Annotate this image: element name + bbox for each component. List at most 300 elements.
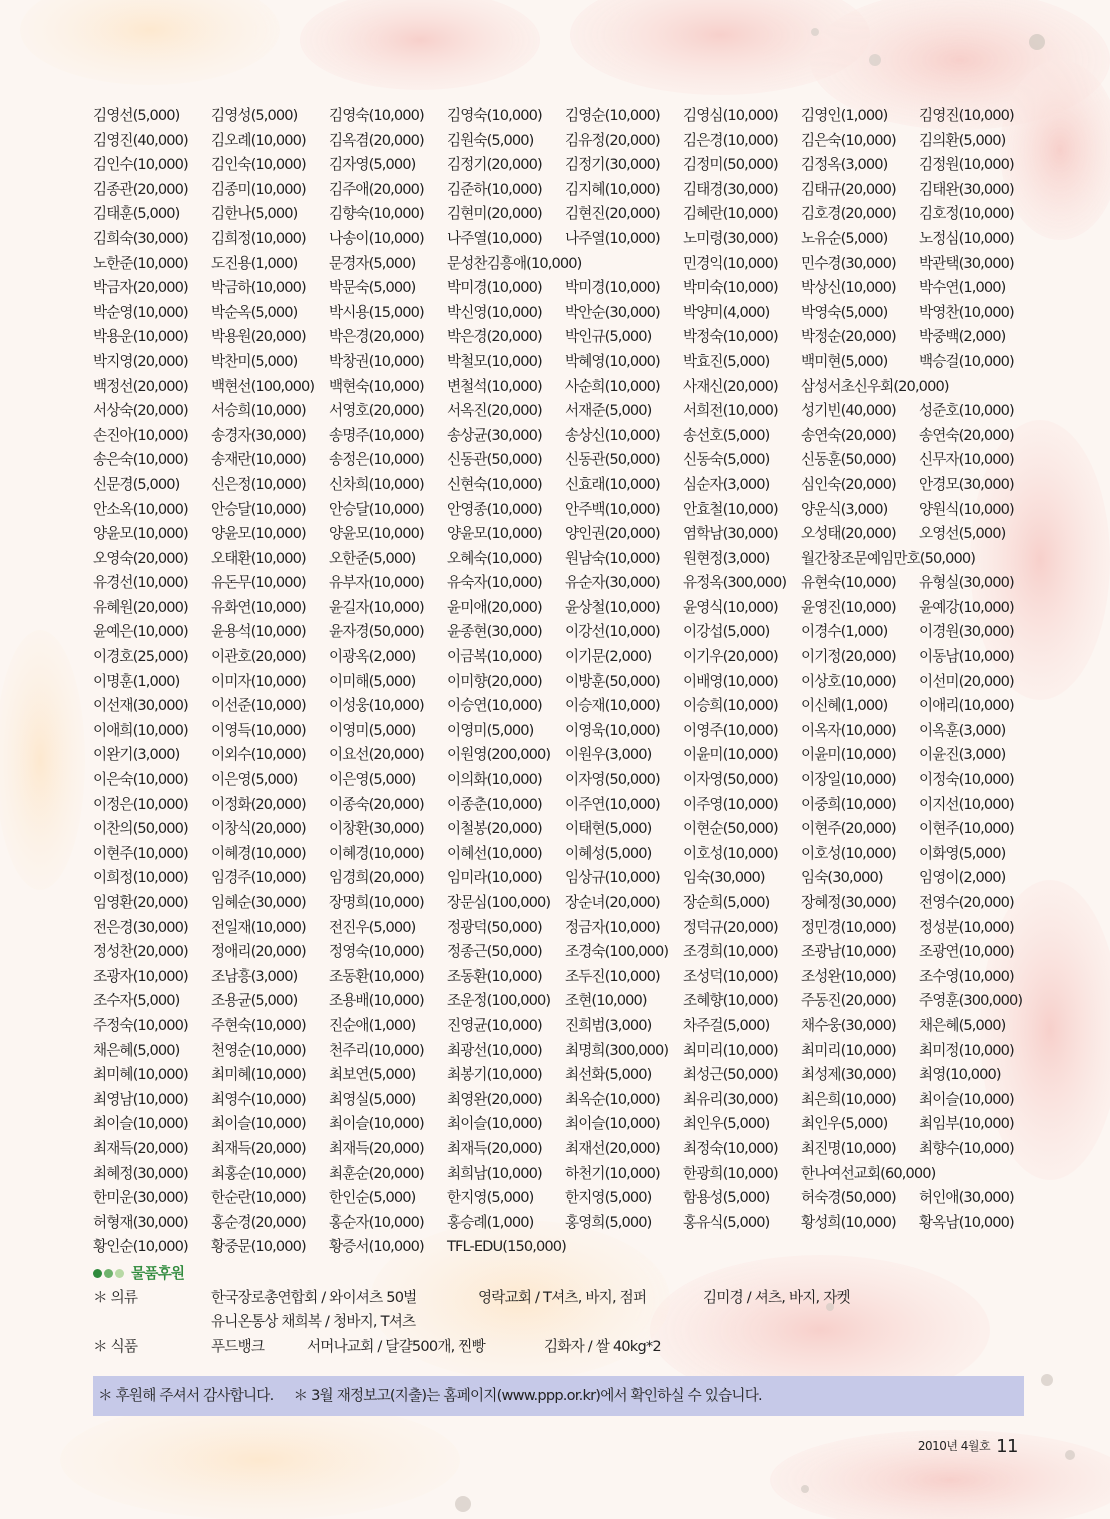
donor-entry: 허형재(30,000) bbox=[93, 1213, 188, 1231]
donor-entry: 안영종(10,000) bbox=[447, 500, 542, 518]
dot-icon bbox=[115, 1269, 124, 1278]
donor-entry: 조두진(10,000) bbox=[565, 967, 660, 985]
donor-entry: 이자영(50,000) bbox=[565, 771, 660, 789]
donor-entry: 최이슬(10,000) bbox=[919, 1090, 1014, 1108]
donor-entry: 윤미애(20,000) bbox=[447, 598, 542, 616]
donor-entry: 진영균(10,000) bbox=[447, 1016, 542, 1034]
donor-entry: 이기우(20,000) bbox=[683, 648, 778, 666]
donor-entry: 박미경(10,000) bbox=[565, 279, 660, 297]
donor-entry: 변철석(10,000) bbox=[447, 377, 542, 395]
donor-entry: 최봉기(10,000) bbox=[447, 1066, 542, 1084]
donor-entry: 이은숙(10,000) bbox=[93, 771, 188, 789]
donor-entry: 황증서(10,000) bbox=[329, 1238, 424, 1256]
donor-entry: 이명훈(1,000) bbox=[93, 672, 180, 690]
donor-entry: 박용원(20,000) bbox=[211, 328, 306, 346]
donor-entry: 윤상철(10,000) bbox=[565, 598, 660, 616]
donor-entry: 김태규(20,000) bbox=[801, 180, 896, 198]
donor-entry: 오혜숙(10,000) bbox=[447, 549, 542, 567]
donor-entry: 성기빈(40,000) bbox=[801, 402, 896, 420]
donor-entry: 황인순(10,000) bbox=[93, 1238, 188, 1256]
donor-entry: 안주백(10,000) bbox=[565, 500, 660, 518]
donor-entry: 송연숙(20,000) bbox=[919, 426, 1014, 444]
donor-entry: 최이슬(10,000) bbox=[565, 1115, 660, 1133]
donor-entry: 이종춘(10,000) bbox=[447, 795, 542, 813]
donor-entry: 이윤진(3,000) bbox=[919, 746, 1006, 764]
clothing-donation: 김미경 / 셔츠, 바지, 자켓 bbox=[703, 1289, 850, 1306]
donor-entry: 박수연(1,000) bbox=[919, 279, 1006, 297]
donor-entry: 최이슬(10,000) bbox=[93, 1115, 188, 1133]
donor-entry: 이애희(10,000) bbox=[93, 721, 188, 739]
donor-entry: 김영순(10,000) bbox=[565, 107, 660, 124]
donor-entry: 김준하(10,000) bbox=[447, 180, 542, 198]
donor-entry: 임경희(20,000) bbox=[329, 869, 424, 887]
donor-entry: 신동훈(50,000) bbox=[801, 451, 896, 469]
donor-entry: 윤예은(10,000) bbox=[93, 623, 188, 641]
donor-entry: 이옥자(10,000) bbox=[801, 721, 896, 739]
dot-icon bbox=[93, 1269, 102, 1278]
donor-entry: 안효철(10,000) bbox=[683, 500, 778, 518]
donor-entry: 양윤모(10,000) bbox=[93, 525, 188, 543]
donor-entry: 박영숙(5,000) bbox=[801, 303, 888, 321]
donor-entry: 이주영(10,000) bbox=[683, 795, 778, 813]
donor-entry: 함용성(5,000) bbox=[683, 1189, 770, 1207]
donor-entry: 민수경(30,000) bbox=[801, 254, 896, 272]
donor-entry: 최성제(30,000) bbox=[801, 1066, 896, 1084]
donor-entry: 송명주(10,000) bbox=[329, 426, 424, 444]
donor-entry: 김인수(10,000) bbox=[93, 156, 188, 174]
donor-entry: 이성웅(10,000) bbox=[329, 697, 424, 715]
donor-entry: 정민경(10,000) bbox=[801, 918, 896, 936]
donor-entry: 이상호(10,000) bbox=[801, 672, 896, 690]
donor-entry: 이경호(25,000) bbox=[93, 648, 188, 666]
donor-entry: 박중백(2,000) bbox=[919, 328, 1006, 346]
donor-entry: 서영호(20,000) bbox=[329, 402, 424, 420]
donor-entry: 이자영(50,000) bbox=[683, 771, 778, 789]
donor-entry: 이현주(20,000) bbox=[801, 820, 896, 838]
donor-entry: 이희정(10,000) bbox=[93, 869, 188, 887]
donor-entry: 안경모(30,000) bbox=[919, 475, 1014, 493]
donor-entry: 윤자경(50,000) bbox=[329, 623, 424, 641]
donor-entry: 최영실(5,000) bbox=[329, 1090, 416, 1108]
donor-entry: 이선미(20,000) bbox=[919, 672, 1014, 690]
donor-entry: 김희정(10,000) bbox=[211, 229, 306, 247]
donor-entry: 조혜향(10,000) bbox=[683, 992, 778, 1010]
donor-entry: 유혜원(20,000) bbox=[93, 598, 188, 616]
donor-entry: 박미숙(10,000) bbox=[683, 279, 778, 297]
donor-entry: 정종근(50,000) bbox=[447, 943, 542, 961]
donor-entry: 이영미(5,000) bbox=[329, 721, 416, 739]
donor-entry: 이주연(10,000) bbox=[565, 795, 660, 813]
donor-entry: 이혜경(10,000) bbox=[211, 844, 306, 862]
donor-entry: 임영이(2,000) bbox=[919, 869, 1006, 887]
donor-entry: 유화연(10,000) bbox=[211, 598, 306, 616]
donor-entry: 노정심(10,000) bbox=[919, 229, 1014, 247]
donor-entry: 이철봉(20,000) bbox=[447, 820, 542, 838]
donor-entry: 정덕규(20,000) bbox=[683, 918, 778, 936]
donor-entry: 윤길자(10,000) bbox=[329, 598, 424, 616]
donor-entry: 서승희(10,000) bbox=[211, 402, 306, 420]
donor-entry: 김한나(5,000) bbox=[211, 205, 298, 223]
donor-entry: 이찬의(50,000) bbox=[93, 820, 188, 838]
donor-entry: 전진우(5,000) bbox=[329, 918, 416, 936]
donor-entry: 이현주(10,000) bbox=[919, 820, 1014, 838]
donor-entry: 김지혜(10,000) bbox=[565, 180, 660, 198]
donor-entry: 김정옥(3,000) bbox=[801, 156, 888, 174]
donor-entry: 이선준(10,000) bbox=[211, 697, 306, 715]
donor-entry: 이기정(20,000) bbox=[801, 648, 896, 666]
donor-entry: 장순녀(20,000) bbox=[565, 894, 660, 911]
donor-entry: 조현(10,000) bbox=[565, 992, 647, 1010]
donor-entry: 신문경(5,000) bbox=[93, 475, 180, 493]
donor-entry: 이요선(20,000) bbox=[329, 746, 424, 764]
donor-entry: 이호성(10,000) bbox=[683, 844, 778, 862]
donor-entry: 김정원(10,000) bbox=[919, 156, 1014, 174]
donor-entry: 최인우(5,000) bbox=[801, 1115, 888, 1133]
thanks-text: ＊ 후원해 주셔서 감사합니다. bbox=[98, 1387, 274, 1404]
donor-entry: 신동관(50,000) bbox=[447, 451, 542, 469]
donor-entry: 정성분(10,000) bbox=[919, 918, 1014, 936]
donor-entry: 오태환(10,000) bbox=[211, 549, 306, 567]
donor-entry: 박은경(20,000) bbox=[447, 328, 542, 346]
donor-entry: 황옥남(10,000) bbox=[919, 1213, 1014, 1231]
clothing-donation: 영락교회 / T셔츠, 바지, 점퍼 bbox=[478, 1289, 647, 1306]
donor-entry: 심순자(3,000) bbox=[683, 475, 770, 493]
donor-entry: 김인숙(10,000) bbox=[211, 156, 306, 174]
donor-entry: 홍순경(20,000) bbox=[211, 1213, 306, 1231]
donor-entry: 박은경(20,000) bbox=[329, 328, 424, 346]
donor-entry: 박금하(10,000) bbox=[211, 279, 306, 297]
donor-entry: 정영숙(10,000) bbox=[329, 943, 424, 961]
donor-entry: 박순영(10,000) bbox=[93, 303, 188, 321]
donor-entry: 임경주(10,000) bbox=[211, 869, 306, 887]
donor-entry: 박지영(20,000) bbox=[93, 352, 188, 370]
donor-entry: 김유정(20,000) bbox=[565, 131, 660, 149]
donor-entry: 나주열(10,000) bbox=[565, 229, 660, 247]
donor-entry: 신차희(10,000) bbox=[329, 475, 424, 493]
donor-entry: 이은영(5,000) bbox=[329, 771, 416, 789]
donor-entry: 허인애(30,000) bbox=[919, 1189, 1014, 1207]
donor-entry: 윤예강(10,000) bbox=[919, 598, 1014, 616]
donor-entry: 사순희(10,000) bbox=[565, 377, 660, 395]
donor-entry: 양인권(20,000) bbox=[565, 525, 660, 543]
donor-entry: 이영주(10,000) bbox=[683, 721, 778, 739]
donor-entry: 이경수(1,000) bbox=[801, 623, 888, 641]
donor-entry: 한인순(5,000) bbox=[329, 1189, 416, 1207]
donor-entry: 최영수(10,000) bbox=[211, 1090, 306, 1108]
donor-entry: 조경희(10,000) bbox=[683, 943, 778, 961]
donor-entry: 송은숙(10,000) bbox=[93, 451, 188, 469]
donor-entry: 이광옥(2,000) bbox=[329, 648, 416, 666]
donor-entry: 이미해(5,000) bbox=[329, 672, 416, 690]
donor-entry: 이영득(10,000) bbox=[211, 721, 306, 739]
donor-entry: 이창환(30,000) bbox=[329, 820, 424, 838]
donor-entry: 김영인(1,000) bbox=[801, 107, 888, 124]
donor-entry: 최보연(5,000) bbox=[329, 1066, 416, 1084]
donor-entry: 신무자(10,000) bbox=[919, 451, 1014, 469]
donor-entry: 김영선(5,000) bbox=[93, 107, 180, 124]
donor-entry: 서희전(10,000) bbox=[683, 402, 778, 420]
donor-entry: 이관호(20,000) bbox=[211, 648, 306, 666]
donor-entry: 양운식(3,000) bbox=[801, 500, 888, 518]
donor-entry: 박찬미(5,000) bbox=[211, 352, 298, 370]
donor-entry: 신은정(10,000) bbox=[211, 475, 306, 493]
donor-entry: 최은희(10,000) bbox=[801, 1090, 896, 1108]
donor-entry: 유형실(30,000) bbox=[919, 574, 1014, 592]
donor-entry: 장혜정(30,000) bbox=[801, 894, 896, 911]
donor-entry: 조수자(5,000) bbox=[93, 992, 180, 1010]
donor-entry: 최정숙(10,000) bbox=[683, 1139, 778, 1157]
donor-entry: 최미리(10,000) bbox=[801, 1041, 896, 1059]
donor-entry: 최재득(20,000) bbox=[211, 1139, 306, 1157]
donor-entry: 신동숙(5,000) bbox=[683, 451, 770, 469]
donor-entry: 송선호(5,000) bbox=[683, 426, 770, 444]
donor-entry: 윤영진(10,000) bbox=[801, 598, 896, 616]
donor-entry: 최옥순(10,000) bbox=[565, 1090, 660, 1108]
financial-report-text: ＊ 3월 재정보고(지출)는 홈페이지(www.ppp.or.kr)에서 확인하실 수 있습니다. bbox=[293, 1387, 762, 1404]
donor-entry: 오영선(5,000) bbox=[919, 525, 1006, 543]
donor-entry: 이화영(5,000) bbox=[919, 844, 1006, 862]
donor-entry: 장명희(10,000) bbox=[329, 894, 424, 911]
donor-entry: 이신혜(1,000) bbox=[801, 697, 888, 715]
donor-entry: 정성찬(20,000) bbox=[93, 943, 188, 961]
donor-entry: 이현주(10,000) bbox=[93, 844, 188, 862]
donor-entry: 유돈무(10,000) bbox=[211, 574, 306, 592]
donor-entry: 박효진(5,000) bbox=[683, 352, 770, 370]
donor-entry: 김태완(30,000) bbox=[919, 180, 1014, 198]
donor-entry: 이창식(20,000) bbox=[211, 820, 306, 838]
donor-entry: 최진명(10,000) bbox=[801, 1139, 896, 1157]
donor-entry: 채수웅(30,000) bbox=[801, 1016, 896, 1034]
donor-entry: 최유리(30,000) bbox=[683, 1090, 778, 1108]
page-footer bbox=[918, 1436, 1018, 1457]
donor-entry: 조광자(10,000) bbox=[93, 967, 188, 985]
clothing-donation: 유니온통상 채희복 / 청바지, T셔츠 bbox=[211, 1313, 416, 1330]
donor-entry: 김정기(20,000) bbox=[447, 156, 542, 174]
donor-entry: 조동환(10,000) bbox=[329, 967, 424, 985]
donor-entry: 조경숙(100,000) bbox=[565, 943, 669, 961]
donor-entry: 조동환(10,000) bbox=[447, 967, 542, 985]
donor-entry: 삼성서초신우회(20,000) bbox=[801, 377, 949, 395]
donor-entry: 김현진(20,000) bbox=[565, 205, 660, 223]
donor-entry: 도진용(1,000) bbox=[211, 254, 298, 272]
donor-entry: 나송이(10,000) bbox=[329, 229, 424, 247]
dot-icon bbox=[104, 1269, 113, 1278]
donor-entry: 최미혜(10,000) bbox=[211, 1066, 306, 1084]
donor-entry: 송상신(10,000) bbox=[565, 426, 660, 444]
donor-entry: 임혜순(30,000) bbox=[211, 894, 306, 911]
donor-entry: 박관택(30,000) bbox=[919, 254, 1014, 272]
donor-entry: 송재란(10,000) bbox=[211, 451, 306, 469]
issue-label: 2010년 4월호 bbox=[917, 1439, 991, 1453]
donor-entry: 노미령(30,000) bbox=[683, 229, 778, 247]
donor-entry: 최홍순(10,000) bbox=[211, 1164, 306, 1182]
donor-entry: 박시용(15,000) bbox=[329, 303, 424, 321]
donor-entry: 조용배(10,000) bbox=[329, 992, 424, 1010]
donor-entry: 주영훈(300,000) bbox=[919, 992, 1023, 1010]
donor-entry: 이옥훈(3,000) bbox=[919, 721, 1006, 739]
donor-entry: 박영찬(10,000) bbox=[919, 303, 1014, 321]
donor-entry: 이강선(10,000) bbox=[565, 623, 660, 641]
donor-entry: 신효래(10,000) bbox=[565, 475, 660, 493]
donor-entry: 성준호(10,000) bbox=[919, 402, 1014, 420]
donor-entry: 한지영(5,000) bbox=[447, 1189, 534, 1207]
donor-entry: 김혜란(10,000) bbox=[683, 205, 778, 223]
donor-entry: 조광연(10,000) bbox=[919, 943, 1014, 961]
donor-entry: 김호정(10,000) bbox=[919, 205, 1014, 223]
donor-entry: 이애리(10,000) bbox=[919, 697, 1014, 715]
donor-entry: 이미향(20,000) bbox=[447, 672, 542, 690]
donor-entry: 최인우(5,000) bbox=[683, 1115, 770, 1133]
donor-entry: 이배영(10,000) bbox=[683, 672, 778, 690]
donor-entry: 진순애(1,000) bbox=[329, 1016, 416, 1034]
donor-entry: 이혜성(5,000) bbox=[565, 844, 652, 862]
clothing-label: ＊ 의류 bbox=[93, 1289, 138, 1306]
donor-entry: 유현숙(10,000) bbox=[801, 574, 896, 592]
donor-entry: 노유순(5,000) bbox=[801, 229, 888, 247]
donor-entry: 노한준(10,000) bbox=[93, 254, 188, 272]
donor-entry: 이방훈(50,000) bbox=[565, 672, 660, 690]
donor-entry: 차주걸(5,000) bbox=[683, 1016, 770, 1034]
donor-entry: 민경익(10,000) bbox=[683, 254, 778, 272]
donor-entry: 오영숙(20,000) bbox=[93, 549, 188, 567]
donor-entry: 이완기(3,000) bbox=[93, 746, 180, 764]
donor-entry: 조용균(5,000) bbox=[211, 992, 298, 1010]
donor-entry: 유부자(10,000) bbox=[329, 574, 424, 592]
donor-entry: 백미현(5,000) bbox=[801, 352, 888, 370]
donor-entry: 임숙(30,000) bbox=[683, 869, 765, 887]
donor-entry: 안승달(10,000) bbox=[329, 500, 424, 518]
donor-entry: 백현숙(10,000) bbox=[329, 377, 424, 395]
donor-entry: 서옥진(20,000) bbox=[447, 402, 542, 420]
food-donation: 서머나교회 / 달걀500개, 찐빵 bbox=[307, 1338, 485, 1355]
donor-entry: 월간창조문예임만호(50,000) bbox=[801, 549, 976, 567]
donor-entry: 박인규(5,000) bbox=[565, 328, 652, 346]
donor-entry: 장순희(5,000) bbox=[683, 894, 770, 911]
donor-entry: 조남흥(3,000) bbox=[211, 967, 298, 985]
donor-entry: 홍영희(5,000) bbox=[565, 1213, 652, 1231]
donor-entry: 홍유식(5,000) bbox=[683, 1213, 770, 1231]
notice-banner bbox=[93, 1376, 1024, 1416]
donor-entry: 유정옥(300,000) bbox=[683, 574, 787, 592]
donor-entry: 김은숙(10,000) bbox=[801, 131, 896, 149]
donor-entry: 김현미(20,000) bbox=[447, 205, 542, 223]
donor-entry: 이외수(10,000) bbox=[211, 746, 306, 764]
donor-entry: 최영완(20,000) bbox=[447, 1090, 542, 1108]
donor-entry: 윤용석(10,000) bbox=[211, 623, 306, 641]
donor-entry: 최훈순(20,000) bbox=[329, 1164, 424, 1182]
donor-entry: 이원우(3,000) bbox=[565, 746, 652, 764]
page-number: 11 bbox=[996, 1436, 1018, 1457]
donor-entry: 이호성(10,000) bbox=[801, 844, 896, 862]
donor-entry: 이미자(10,000) bbox=[211, 672, 306, 690]
donor-entry: 이정은(10,000) bbox=[93, 795, 188, 813]
donor-entry: 오한준(5,000) bbox=[329, 549, 416, 567]
donor-entry: 김정미(50,000) bbox=[683, 156, 778, 174]
donor-entry: 김영성(5,000) bbox=[211, 107, 298, 124]
donor-entry: 최미정(10,000) bbox=[919, 1041, 1014, 1059]
donor-entry: 김태경(30,000) bbox=[683, 180, 778, 198]
donor-entry: 조성완(10,000) bbox=[801, 967, 896, 985]
donor-entry: 김정기(30,000) bbox=[565, 156, 660, 174]
donor-entry: 이지선(10,000) bbox=[919, 795, 1014, 813]
donor-entry: 문성찬김흥애(10,000) bbox=[447, 254, 582, 272]
donor-entry: 최미리(10,000) bbox=[683, 1041, 778, 1059]
donor-entry: 한미운(30,000) bbox=[93, 1189, 188, 1207]
donor-entry: 황성희(10,000) bbox=[801, 1213, 896, 1231]
donor-entry: 박신영(10,000) bbox=[447, 303, 542, 321]
donor-entry: 최임부(10,000) bbox=[919, 1115, 1014, 1133]
donor-entry: 이태현(5,000) bbox=[565, 820, 652, 838]
donor-entry: 조광남(10,000) bbox=[801, 943, 896, 961]
donor-entry: 이원영(200,000) bbox=[447, 746, 551, 764]
donor-entry: 신동관(50,000) bbox=[565, 451, 660, 469]
donor-entry: 박문숙(5,000) bbox=[329, 279, 416, 297]
donor-entry: 김영진(40,000) bbox=[93, 131, 188, 149]
donor-entry: 유경선(10,000) bbox=[93, 574, 188, 592]
donor-entry: 이의화(10,000) bbox=[447, 771, 542, 789]
donor-entry: 박혜영(10,000) bbox=[565, 352, 660, 370]
donor-entry: 최이슬(10,000) bbox=[211, 1115, 306, 1133]
donor-entry: 채은혜(5,000) bbox=[93, 1041, 180, 1059]
donor-entry: 양윤모(10,000) bbox=[447, 525, 542, 543]
donor-entry: 이승희(10,000) bbox=[683, 697, 778, 715]
donor-entry: 이윤미(10,000) bbox=[801, 746, 896, 764]
donor-entry: 박철모(10,000) bbox=[447, 352, 542, 370]
donor-entry: 문경자(5,000) bbox=[329, 254, 416, 272]
donor-entry: 이윤미(10,000) bbox=[683, 746, 778, 764]
donor-entry: 김원숙(5,000) bbox=[447, 131, 534, 149]
donor-entry: 이혜선(10,000) bbox=[447, 844, 542, 862]
donor-entry: 이영욱(10,000) bbox=[565, 721, 660, 739]
donor-entry: 최영남(10,000) bbox=[93, 1090, 188, 1108]
donor-entry: 한광희(10,000) bbox=[683, 1164, 778, 1182]
donor-entry: 송상균(30,000) bbox=[447, 426, 542, 444]
donor-entry: 주동진(20,000) bbox=[801, 992, 896, 1010]
donor-entry: 조운정(100,000) bbox=[447, 992, 551, 1010]
donor-entry: 양원식(10,000) bbox=[919, 500, 1014, 518]
donor-entry: 박창권(10,000) bbox=[329, 352, 424, 370]
donor-entry: 조성덕(10,000) bbox=[683, 967, 778, 985]
donor-entry: 박안순(30,000) bbox=[565, 303, 660, 321]
donor-entry: 전은경(30,000) bbox=[93, 918, 188, 936]
donor-entry: 하천기(10,000) bbox=[565, 1164, 660, 1182]
donor-entry: 김옥겸(20,000) bbox=[329, 131, 424, 149]
donor-entry: 이기문(2,000) bbox=[565, 648, 652, 666]
donor-entry: 김영숙(10,000) bbox=[329, 107, 424, 124]
donor-entry: 백현선(100,000) bbox=[211, 377, 315, 395]
donor-entry: 이정숙(10,000) bbox=[919, 771, 1014, 789]
donor-entry: 이동남(10,000) bbox=[919, 648, 1014, 666]
donor-entry: 정애리(20,000) bbox=[211, 943, 306, 961]
donor-entry: 원남숙(10,000) bbox=[565, 549, 660, 567]
donor-entry: 이현순(50,000) bbox=[683, 820, 778, 838]
donor-entry: 진희범(3,000) bbox=[565, 1016, 652, 1034]
donor-entry: 주현숙(10,000) bbox=[211, 1016, 306, 1034]
goods-section-title: 물품후원 bbox=[131, 1265, 185, 1282]
donor-entry: 김은경(10,000) bbox=[683, 131, 778, 149]
donor-entry: 최재득(20,000) bbox=[447, 1139, 542, 1157]
donor-entry: 최명희(300,000) bbox=[565, 1041, 669, 1059]
donor-entry: 최미혜(10,000) bbox=[93, 1066, 188, 1084]
donor-entry: 이정화(20,000) bbox=[211, 795, 306, 813]
donor-entry: 박정숙(10,000) bbox=[683, 328, 778, 346]
donor-entry: 김종관(20,000) bbox=[93, 180, 188, 198]
donor-entry: 허숙경(50,000) bbox=[801, 1189, 896, 1207]
donor-entry: 나주열(10,000) bbox=[447, 229, 542, 247]
donor-entry: 이강섭(5,000) bbox=[683, 623, 770, 641]
donor-entry: 송경자(30,000) bbox=[211, 426, 306, 444]
donor-entry: 한순란(10,000) bbox=[211, 1189, 306, 1207]
